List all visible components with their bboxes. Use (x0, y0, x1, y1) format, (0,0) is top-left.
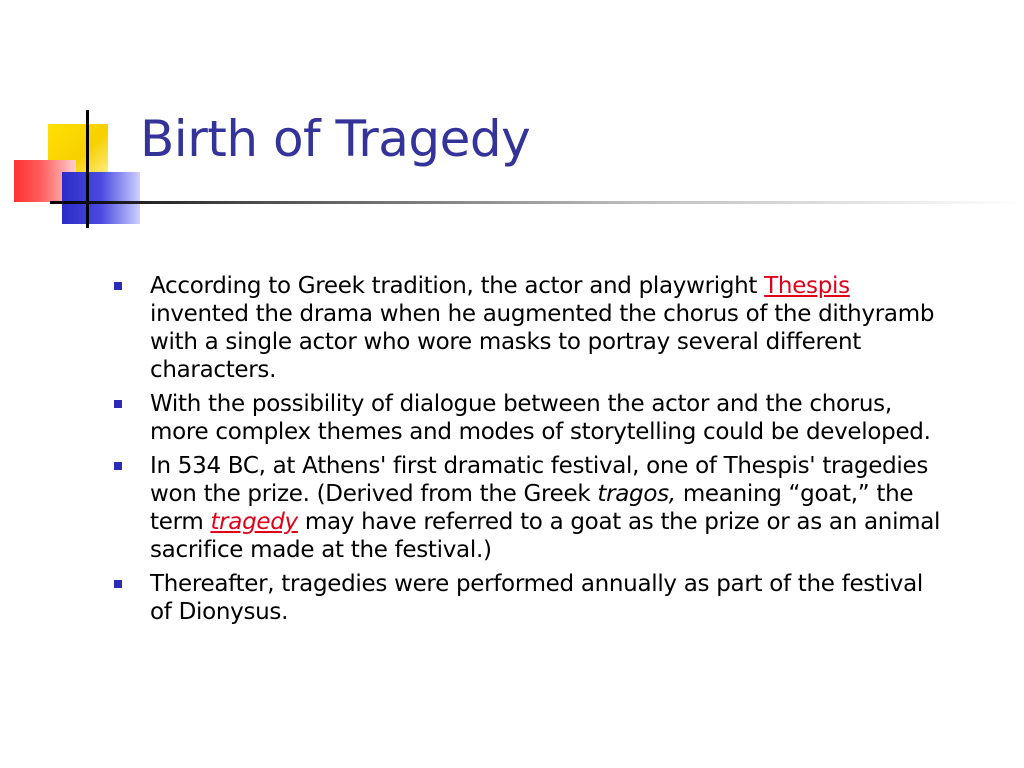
bullet-text: According to Greek tradition, the actor and playwright (150, 273, 765, 299)
square-bullet-icon (114, 400, 122, 408)
tragedy-link[interactable]: tragedy (210, 509, 298, 535)
square-bullet-icon (114, 462, 122, 470)
bullet-item (110, 570, 950, 626)
title-underline-rule (50, 201, 1024, 204)
bullet-item (110, 272, 950, 384)
bullet-list (110, 272, 950, 632)
blue-square-decoration (62, 172, 140, 224)
square-bullet-icon (114, 282, 122, 290)
bullet-text: In 534 BC, at Athens' first dramatic festival, one of Thespis' tragedies won the prize. (Derived from the Greek (150, 453, 929, 507)
bullet-text: may have referred to a goat as the prize or as an animal sacrifice made at the festival.) (150, 509, 941, 563)
bullet-item (110, 452, 950, 564)
square-bullet-icon (114, 580, 122, 588)
bullet-item (110, 390, 950, 446)
bullet-text: With the possibility of dialogue between the actor and the chorus, more complex themes and modes of storytelling could be developed. (150, 391, 931, 445)
tragos-term: tragos, (597, 481, 676, 507)
vertical-line-decoration (86, 110, 89, 228)
bullet-text: Thereafter, tragedies were performed annually as part of the festival of Dionysus. (150, 571, 923, 625)
bullet-text: invented the drama when he augmented the chorus of the dithyramb with a single actor who wore masks to portray several different characters. (150, 301, 935, 383)
slide-title: Birth of Tragedy (140, 110, 531, 168)
decorative-logo-block (0, 0, 150, 240)
thespis-link[interactable]: Thespis (764, 273, 850, 299)
bullet-text: meaning “goat,” the term (150, 481, 914, 535)
